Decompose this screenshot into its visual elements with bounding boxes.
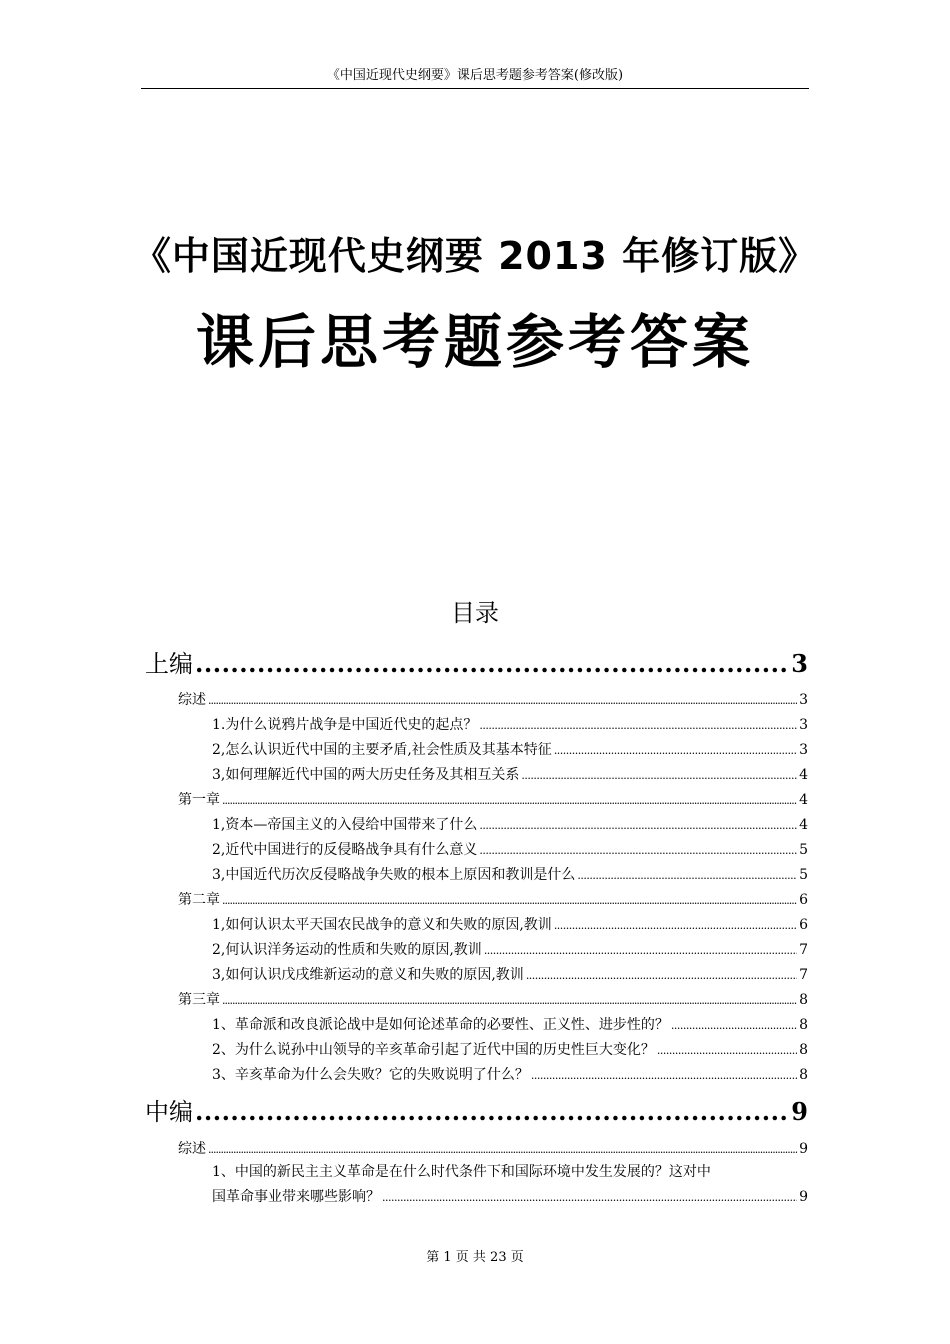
toc-entry-title: 第三章 bbox=[178, 992, 220, 1008]
toc-entry-title: 综述 bbox=[178, 1141, 206, 1157]
toc-leader bbox=[222, 792, 797, 810]
toc-entry-question[interactable] bbox=[212, 966, 808, 985]
toc-entry-question[interactable] bbox=[212, 716, 808, 735]
document-title: 《中国近现代史纲要 2013 年修订版》 bbox=[132, 234, 818, 278]
toc-entry-page: 3 bbox=[799, 717, 808, 733]
toc-entry-question[interactable] bbox=[212, 1041, 808, 1060]
toc-leader bbox=[554, 742, 797, 760]
toc-entry-title: 3,如何理解近代中国的两大历史任务及其相互关系 bbox=[212, 767, 520, 783]
toc-entry-page: 9 bbox=[799, 1141, 808, 1157]
toc-entry-part-2[interactable] bbox=[145, 1097, 808, 1127]
toc-leader bbox=[479, 817, 797, 835]
toc-entry-section[interactable] bbox=[178, 691, 808, 710]
toc-entry-question[interactable] bbox=[212, 916, 808, 935]
toc-leader bbox=[208, 1141, 797, 1159]
toc-entry-page: 9 bbox=[791, 1097, 808, 1126]
toc-entry-page: 8 bbox=[799, 1042, 808, 1058]
toc-entry-title: 1,如何认识太平天国农民战争的意义和失败的原因,教训 bbox=[212, 917, 552, 933]
toc-entry-title: 1、革命派和改良派论战中是如何论述革命的必要性、正义性、进步性的？ bbox=[212, 1017, 669, 1033]
toc-entry-page: 4 bbox=[799, 817, 808, 833]
toc-leader bbox=[479, 717, 797, 735]
toc-entry-page: 7 bbox=[799, 967, 808, 983]
toc-entry-title: 综述 bbox=[178, 692, 206, 708]
toc-leader bbox=[208, 692, 797, 710]
toc-entry-section[interactable] bbox=[178, 1140, 808, 1159]
toc-leader bbox=[554, 917, 797, 935]
header-divider bbox=[141, 88, 809, 89]
toc-entry-question[interactable] bbox=[212, 941, 808, 960]
page-number-footer: 第 1 页 共 23 页 bbox=[426, 1250, 524, 1265]
toc-heading: 目录 bbox=[451, 599, 499, 627]
document-subtitle: 课后思考题参考答案 bbox=[195, 308, 754, 376]
toc-entry-section[interactable] bbox=[178, 891, 808, 910]
toc-leader bbox=[195, 1097, 789, 1127]
toc-leader bbox=[657, 1042, 797, 1060]
toc-entry-question[interactable] bbox=[212, 741, 808, 760]
toc-entry-question[interactable] bbox=[212, 866, 808, 885]
toc-entry-part-1[interactable] bbox=[145, 649, 808, 679]
toc-leader bbox=[577, 867, 797, 885]
toc-entry-title: 3、辛亥革命为什么会失败？它的失败说明了什么？ bbox=[212, 1067, 529, 1083]
toc-entry-question[interactable] bbox=[212, 1066, 808, 1085]
toc-entry-title: 3,如何认识戊戌维新运动的意义和失败的原因,教训 bbox=[212, 967, 524, 983]
toc-entry-title: 中编 bbox=[145, 1098, 193, 1126]
toc-leader bbox=[222, 992, 797, 1010]
toc-entry-section[interactable] bbox=[178, 791, 808, 810]
toc-entry-title: 2,怎么认识近代中国的主要矛盾,社会性质及其基本特征 bbox=[212, 742, 552, 758]
toc-leader bbox=[531, 1067, 797, 1085]
toc-entry-page: 8 bbox=[799, 1067, 808, 1083]
toc-entry-title: 上编 bbox=[145, 650, 193, 678]
toc-entry-question-line1[interactable]: 1、中国的新民主主义革命是在什么时代条件下和国际环境中发生发展的？这对中 bbox=[212, 1164, 711, 1180]
toc-entry-page: 8 bbox=[799, 992, 808, 1008]
toc-entry-question[interactable] bbox=[212, 816, 808, 835]
toc-entry-question[interactable] bbox=[212, 766, 808, 785]
toc-entry-question[interactable] bbox=[212, 1016, 808, 1035]
toc-leader bbox=[484, 942, 797, 960]
toc-leader bbox=[382, 1189, 797, 1207]
toc-leader bbox=[222, 892, 797, 910]
toc-entry-page: 7 bbox=[799, 942, 808, 958]
toc-entry-page: 6 bbox=[799, 892, 808, 908]
toc-entry-title: 2、为什么说孙中山领导的辛亥革命引起了近代中国的历史性巨大变化？ bbox=[212, 1042, 655, 1058]
toc-leader bbox=[195, 649, 789, 679]
toc-leader bbox=[526, 967, 797, 985]
toc-entry-section[interactable] bbox=[178, 991, 808, 1010]
toc-entry-page: 6 bbox=[799, 917, 808, 933]
toc-entry-page: 8 bbox=[799, 1017, 808, 1033]
toc-leader bbox=[479, 842, 797, 860]
toc-entry-page: 9 bbox=[799, 1189, 808, 1205]
toc-entry-question[interactable] bbox=[212, 841, 808, 860]
toc-leader bbox=[521, 767, 797, 785]
toc-entry-title: 1,资本—帝国主义的入侵给中国带来了什么 bbox=[212, 817, 478, 833]
running-header: 《中国近现代史纲要》课后思考题参考答案(修改版) bbox=[326, 68, 624, 83]
toc-entry-title: 国革命事业带来哪些影响？ bbox=[212, 1189, 380, 1205]
toc-entry-page: 3 bbox=[791, 649, 808, 678]
toc-entry-page: 5 bbox=[799, 842, 808, 858]
toc-entry-page: 3 bbox=[799, 692, 808, 708]
toc-entry-title: 第一章 bbox=[178, 792, 220, 808]
toc-entry-question[interactable] bbox=[212, 1188, 808, 1207]
toc-entry-page: 3 bbox=[799, 742, 808, 758]
toc-entry-title: 3,中国近代历次反侵略战争失败的根本上原因和教训是什么 bbox=[212, 867, 576, 883]
toc-entry-title: 2,近代中国进行的反侵略战争具有什么意义 bbox=[212, 842, 478, 858]
toc-entry-title: 第二章 bbox=[178, 892, 220, 908]
toc-entry-title: 2,何认识洋务运动的性质和失败的原因,教训 bbox=[212, 942, 482, 958]
toc-entry-page: 5 bbox=[799, 867, 808, 883]
toc-entry-page: 4 bbox=[799, 792, 808, 808]
toc-leader bbox=[671, 1017, 797, 1035]
toc-entry-title: 1.为什么说鸦片战争是中国近代史的起点？ bbox=[212, 717, 478, 733]
toc-entry-page: 4 bbox=[799, 767, 808, 783]
